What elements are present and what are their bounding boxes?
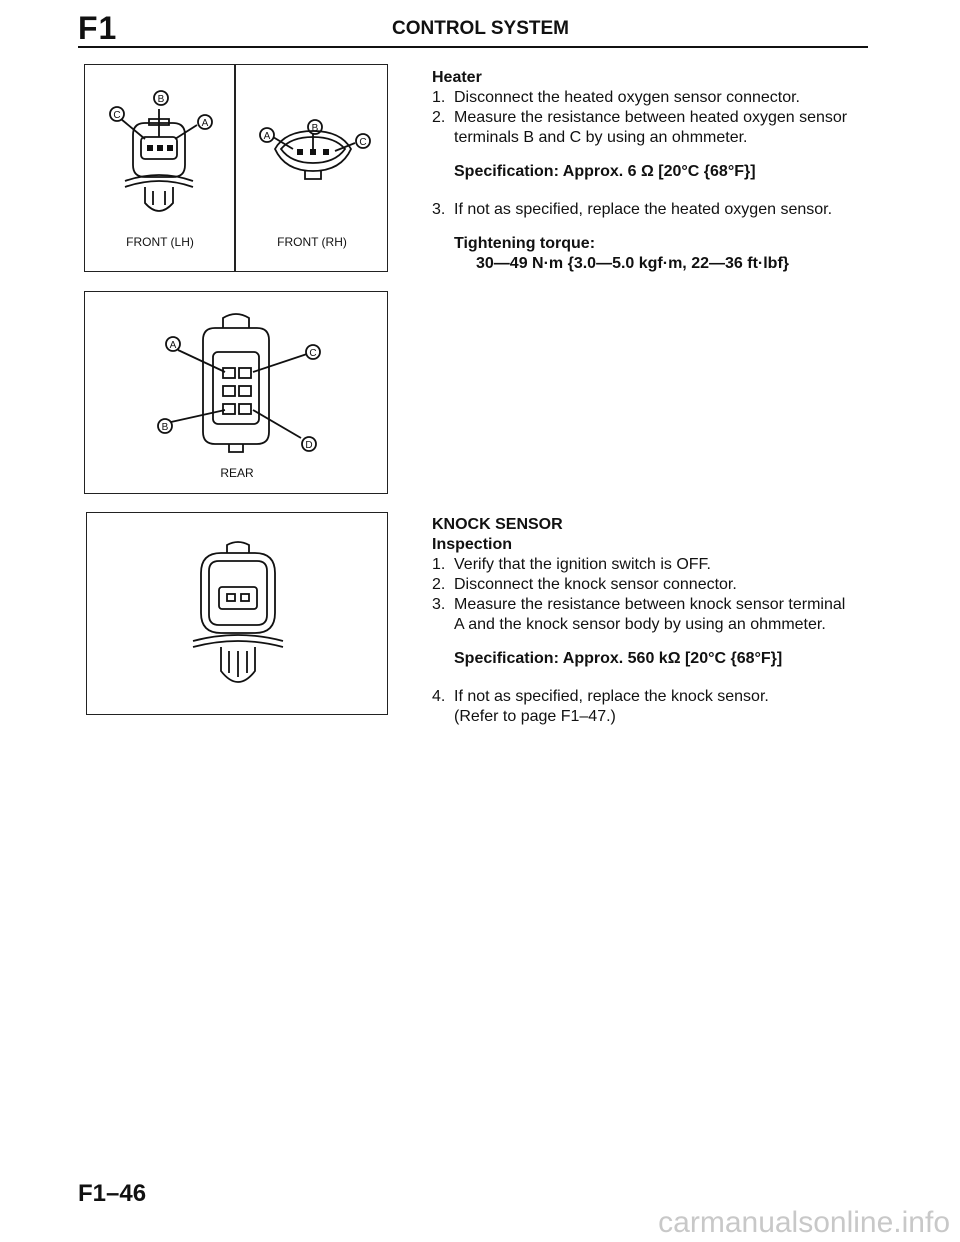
knock-specification: Specification: Approx. 560 kΩ [20°C {68°F}] bbox=[454, 650, 783, 667]
rear-connector-drawing bbox=[85, 292, 389, 495]
knock-step-4-num: 4. bbox=[432, 688, 446, 705]
rh-terminal-c-label: C bbox=[359, 137, 367, 148]
heater-heading: Heater bbox=[432, 69, 482, 86]
lh-terminal-a-label: A bbox=[201, 118, 209, 129]
knock-step-3 bbox=[432, 595, 882, 635]
front-lh-caption: FRONT (LH) bbox=[126, 235, 194, 249]
knock-step-4-line-2: (Refer to page F1–47.) bbox=[454, 708, 616, 725]
header-rule bbox=[78, 46, 868, 48]
heater-step-3 bbox=[432, 200, 882, 220]
rh-terminal-a-label: A bbox=[263, 131, 271, 142]
knock-step-3-num: 3. bbox=[432, 596, 446, 613]
page-title: CONTROL SYSTEM bbox=[392, 18, 569, 39]
knock-step-3-line-2: A and the knock sensor body by using an ohmmeter. bbox=[454, 616, 826, 633]
heater-step-3-num: 3. bbox=[432, 201, 446, 218]
rear-terminal-a-label: A bbox=[169, 340, 177, 351]
knock-step-1-text: Verify that the ignition switch is OFF. bbox=[454, 556, 711, 573]
rear-connector-figure bbox=[84, 291, 388, 494]
heater-step-1 bbox=[432, 88, 882, 108]
heater-step-2-line-2: terminals B and C by using an ohmmeter. bbox=[454, 129, 748, 146]
heater-step-2-num: 2. bbox=[432, 109, 446, 126]
knock-step-2-text: Disconnect the knock sensor connector. bbox=[454, 576, 737, 593]
rear-caption: REAR bbox=[220, 466, 254, 480]
section-code: F1 bbox=[78, 10, 118, 46]
heater-section bbox=[432, 68, 882, 274]
knock-step-2 bbox=[432, 575, 882, 595]
heater-step-2 bbox=[432, 108, 882, 148]
knock-step-2-num: 2. bbox=[432, 576, 446, 593]
knock-step-4 bbox=[432, 687, 882, 727]
heater-step-3-text: If not as specified, replace the heated oxygen sensor. bbox=[454, 201, 833, 218]
watermark: carmanualsonline.info bbox=[658, 1206, 950, 1239]
heater-step-1-num: 1. bbox=[432, 89, 446, 106]
knock-sensor-heading: KNOCK SENSOR bbox=[432, 516, 563, 533]
torque-label: Tightening torque: bbox=[454, 235, 596, 252]
knock-step-1-num: 1. bbox=[432, 556, 446, 573]
front-rh-caption: FRONT (RH) bbox=[277, 235, 347, 249]
knock-sensor-figure bbox=[86, 512, 388, 715]
rear-terminal-b-label: B bbox=[161, 422, 169, 433]
lh-terminal-b-label: B bbox=[157, 94, 165, 105]
front-connectors-figure bbox=[84, 64, 388, 272]
page-number: F1–46 bbox=[78, 1180, 147, 1207]
heater-step-1-text: Disconnect the heated oxygen sensor connector. bbox=[454, 89, 800, 106]
knock-step-3-line-1: Measure the resistance between knock sensor terminal bbox=[454, 596, 846, 613]
rear-terminal-d-label: D bbox=[305, 440, 313, 451]
heater-specification: Specification: Approx. 6 Ω [20°C {68°F}] bbox=[454, 163, 756, 180]
torque-value: 30—49 N·m {3.0—5.0 kgf·m, 22—36 ft·lbf} bbox=[476, 255, 789, 272]
lh-terminal-c-label: C bbox=[113, 110, 121, 121]
knock-step-4-line-1: If not as specified, replace the knock sensor. bbox=[454, 688, 769, 705]
rear-terminal-c-label: C bbox=[309, 348, 317, 359]
rh-terminal-b-label: B bbox=[311, 123, 319, 134]
knock-sensor-drawing bbox=[87, 513, 389, 716]
inspection-subheading: Inspection bbox=[432, 536, 513, 553]
knock-step-1 bbox=[432, 555, 882, 575]
heater-step-2-line-1: Measure the resistance between heated oxygen sensor bbox=[454, 109, 848, 126]
knock-sensor-section bbox=[432, 515, 882, 727]
